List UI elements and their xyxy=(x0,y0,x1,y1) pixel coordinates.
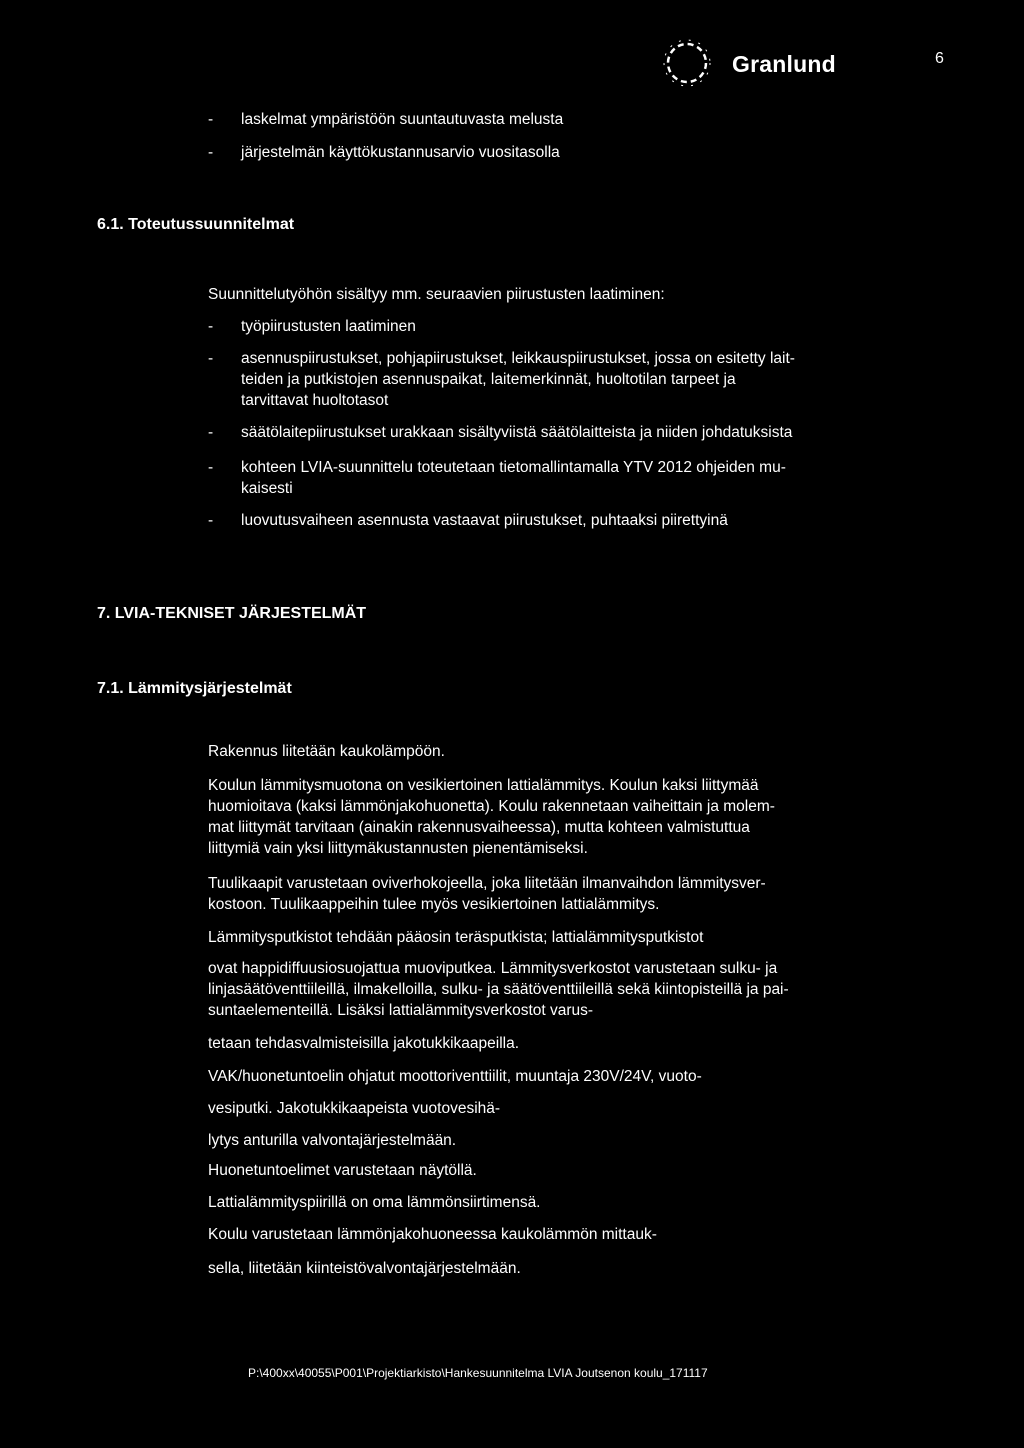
paragraph: tetaan tehdasvalmisteisilla jakotukkikaapeilla. xyxy=(208,1035,520,1052)
list-marker: - xyxy=(208,350,214,367)
footer-file-path: P:\400xx\40055\P001\Projektiarkisto\Hankesuunnitelma LVIA Joutsenon koulu_171117 xyxy=(248,1366,708,1380)
paragraph: Koulu varustetaan lämmönjakohuoneessa kaukolämmön mittauk- xyxy=(208,1226,657,1243)
logo-text: Granlund xyxy=(732,51,836,77)
list-item: kohteen LVIA-suunnittelu toteutetaan tietomallintamalla YTV 2012 ohjeiden mu- kaisesti xyxy=(241,459,786,497)
paragraph: ovat happidiffuusiosuojattua muoviputkea. Lämmitysverkostot varustetaan sulku- ja linjasäätöventtiileillä, ilmakelloilla, sulku- ja säätöventtiileillä sekä kiintopisteillä ja pai- suntaelementeillä. Lisäksi lattialämmitysverkostot varus- xyxy=(208,960,789,1019)
list-marker: - xyxy=(208,459,214,476)
list-marker: - xyxy=(208,512,214,529)
paragraph: VAK/huonetuntoelin ohjatut moottoriventtiilit, muuntaja 230V/24V, vuoto- xyxy=(208,1068,702,1085)
paragraph: vesiputki. Jakotukkikaapeista vuotovesihä- xyxy=(208,1100,501,1117)
paragraph: sella, liitetään kiinteistövalvontajärjestelmään. xyxy=(208,1260,521,1277)
list-item: työpiirustusten laatiminen xyxy=(241,318,416,335)
section-heading-6-1: 6.1. Toteutussuunnitelmat xyxy=(97,216,295,233)
list-item: säätölaitepiirustukset urakkaan sisältyviistä säätölaitteista ja niiden johdatuksista xyxy=(241,424,793,441)
paragraph: lytys anturilla valvontajärjestelmään. xyxy=(208,1132,457,1149)
paragraph: Huonetuntoelimet varustetaan näytöllä. xyxy=(208,1162,477,1179)
list-marker: - xyxy=(208,111,214,128)
list-item: asennuspiirustukset, pohjapiirustukset, leikkauspiirustukset, jossa on esitetty lait- teiden ja putkistojen asennuspaikat, laitemerkinnät, huoltotilan tarpeet ja tarvittavat huoltotasot xyxy=(241,350,795,409)
paragraph: Lämmitysputkistot tehdään pääosin teräsputkista; lattialämmitysputkistot xyxy=(208,929,704,946)
list-marker: - xyxy=(208,144,214,161)
paragraph: Koulun lämmitysmuotona on vesikiertoinen lattialämmitys. Koulun kaksi liittymää huomioitava (kaksi lämmönjakohuonetta). Koulu rakennetaan vaiheittain ja molem- mat liittymät tarvitaan (ainakin rakennusvaiheessa), mutta kohteen valmistuttua liittymiä vain yksi liittymäkustannusten pienentämiseksi. xyxy=(208,777,775,857)
granlund-logo-icon xyxy=(659,36,721,92)
paragraph: Tuulikaapit varustetaan oviverhokojeella, joka liitetään ilmanvaihdon lämmitysver- kostoon. Tuulikaappeihin tulee myös vesikiertoinen lattialämmitys. xyxy=(208,875,766,913)
list-item: järjestelmän käyttökustannusarvio vuositasolla xyxy=(241,144,560,161)
paragraph: Lattialämmityspiirillä on oma lämmönsiirtimensä. xyxy=(208,1194,541,1211)
granlund-logo xyxy=(659,36,859,96)
list-item: luovutusvaiheen asennusta vastaavat piirustukset, puhtaaksi piirettyinä xyxy=(241,512,728,529)
section-heading-7-1: 7.1. Lämmitysjärjestelmät xyxy=(97,680,292,697)
paragraph: Rakennus liitetään kaukolämpöön. xyxy=(208,743,445,760)
page-number: 6 xyxy=(935,50,944,67)
list-marker: - xyxy=(208,318,214,335)
list-item: laskelmat ympäristöön suuntautuvasta melusta xyxy=(241,111,564,128)
section-6-1-intro: Suunnittelutyöhön sisältyy mm. seuraavien piirustusten laatiminen: xyxy=(208,286,665,303)
list-marker: - xyxy=(208,424,214,441)
section-heading-7: 7. LVIA-TEKNISET JÄRJESTELMÄT xyxy=(97,605,367,622)
